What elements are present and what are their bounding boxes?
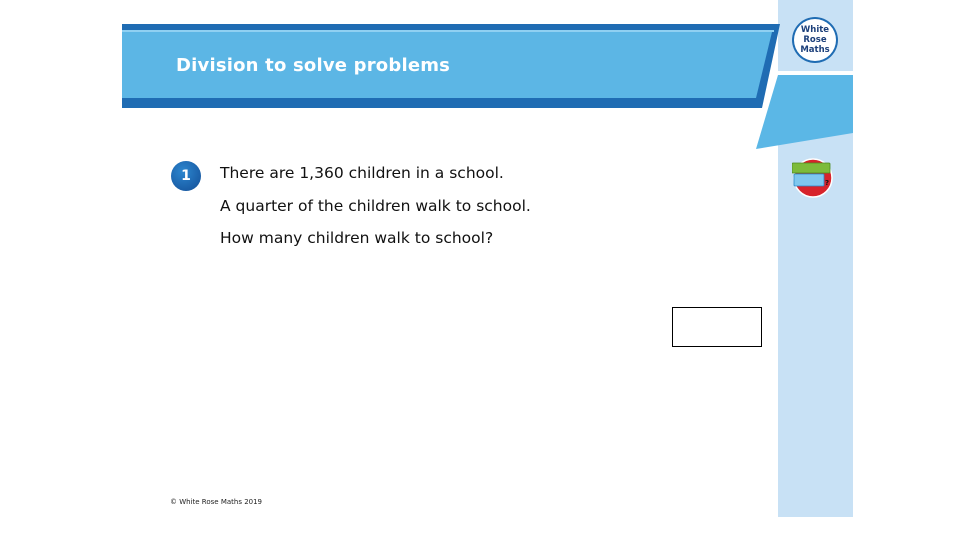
title-banner-highlight bbox=[122, 30, 774, 32]
question-line-3: How many children walk to school? bbox=[220, 229, 494, 247]
problem-solving-icon bbox=[792, 157, 834, 199]
logo-text-line1: White bbox=[800, 25, 830, 35]
svg-text:?: ? bbox=[825, 179, 830, 187]
copyright-text: © White Rose Maths 2019 bbox=[170, 498, 263, 506]
question-number-badge: 1 bbox=[171, 161, 201, 191]
white-rose-maths-logo bbox=[792, 17, 838, 63]
question-line-2: A quarter of the children walk to school. bbox=[220, 197, 531, 215]
side-divider bbox=[778, 71, 853, 75]
logo-text-line2: Rose bbox=[803, 35, 827, 45]
logo-text-line3: Maths bbox=[800, 45, 830, 55]
answer-box[interactable] bbox=[672, 307, 762, 347]
question-line-1: There are 1,360 children in a school. bbox=[220, 164, 504, 182]
page-title: Division to solve problems bbox=[176, 55, 451, 76]
